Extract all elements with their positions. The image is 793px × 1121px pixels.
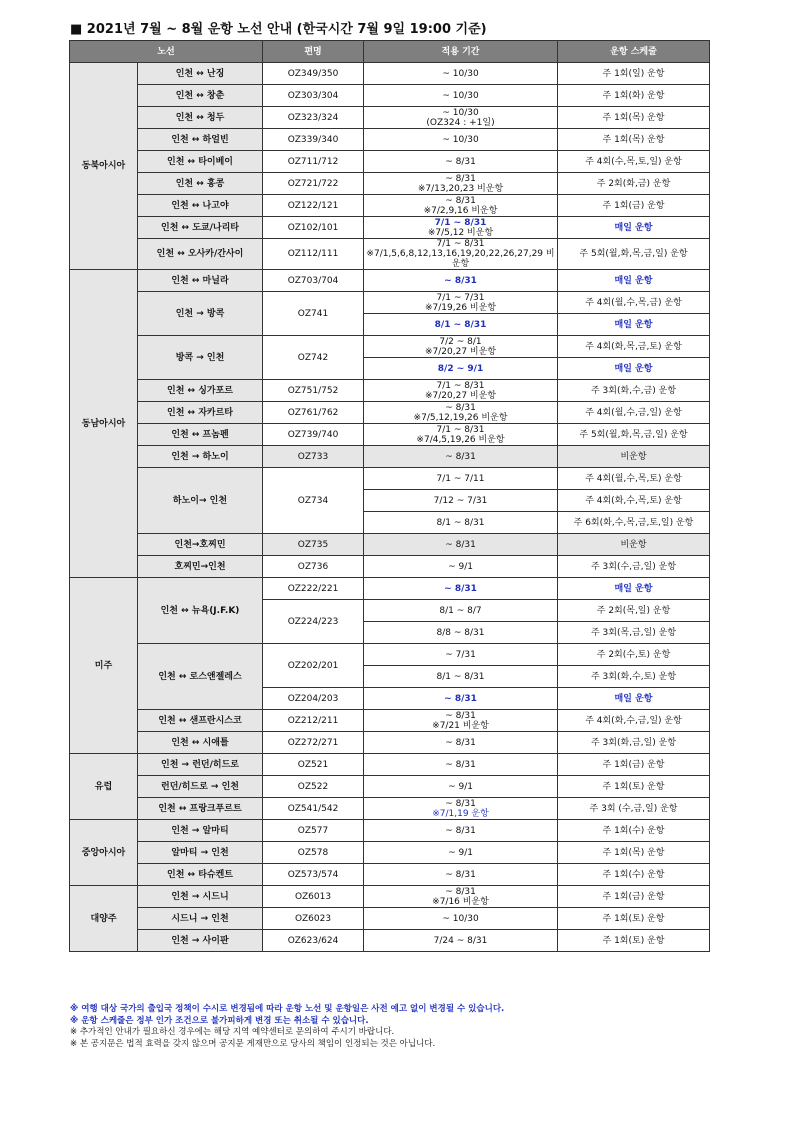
period-cell	[364, 107, 558, 129]
flight-number-cell: OZ577	[263, 820, 364, 842]
period-line: ~ 8/31	[445, 886, 476, 897]
period-line: 7/1 ~ 8/31	[434, 217, 487, 228]
period-cell	[364, 129, 558, 151]
footnote: ※ 추가적인 안내가 필요하신 경우에는 해당 지역 예약센터로 문의하여 주시기 바랍니다.	[70, 1027, 395, 1037]
schedule-cell	[558, 85, 710, 107]
table-row	[70, 798, 710, 820]
table-row	[70, 195, 710, 217]
route-cell: 인천 ↔ 홍콩	[138, 173, 263, 195]
schedule-text: 주 2회(화,금) 운항	[596, 178, 671, 189]
schedule-text: 주 4회(월,수,목,토) 운항	[585, 473, 682, 484]
schedule-cell	[558, 402, 710, 424]
schedule-text: 비운항	[620, 539, 647, 550]
table-row	[70, 217, 710, 239]
period-line: ~ 8/31	[444, 583, 477, 594]
schedule-cell	[558, 63, 710, 85]
schedule-text: 주 5회(월,화,목,금,일) 운항	[579, 429, 688, 440]
route-cell: 방콕 → 인천	[138, 336, 263, 380]
period-cell	[364, 468, 558, 490]
period-cell	[364, 446, 558, 468]
route-cell: 인천 ↔ 타슈켄트	[138, 864, 263, 886]
schedule-text: 매일 운항	[614, 319, 653, 330]
schedule-text: 주 1회(토) 운항	[602, 935, 665, 946]
period-line: ~ 9/1	[448, 561, 473, 572]
table-row	[70, 292, 710, 314]
schedule-text: 주 1회(토) 운항	[602, 781, 665, 792]
flight-number-cell: OZ521	[263, 754, 364, 776]
flight-number-cell: OZ703/704	[263, 270, 364, 292]
flight-number-cell: OZ202/201	[263, 644, 364, 688]
flight-number-cell: OZ733	[263, 446, 364, 468]
header-schedule: 운항 스케줄	[558, 41, 710, 63]
period-cell	[364, 512, 558, 534]
period-line: ~ 8/31	[445, 156, 476, 167]
table-row	[70, 129, 710, 151]
route-cell: 인천 ↔ 창춘	[138, 85, 263, 107]
period-line: 7/2 ~ 8/1	[439, 336, 482, 347]
region-cell: 동남아시아	[70, 270, 138, 578]
header-flight: 편명	[263, 41, 364, 63]
period-line: ※7/13,20,23 비운항	[417, 183, 504, 194]
period-line: ~ 10/30	[442, 90, 479, 101]
schedule-text: 주 4회(월,수,금,일) 운항	[585, 407, 682, 418]
header-period: 적용 기간	[364, 41, 558, 63]
route-cell: 시드니 → 인천	[138, 908, 263, 930]
table-row	[70, 820, 710, 842]
route-cell: 인천 → 사이판	[138, 930, 263, 952]
schedule-cell	[558, 468, 710, 490]
period-line: 8/1 ~ 8/31	[436, 671, 485, 682]
header-route: 노선	[70, 41, 263, 63]
schedule-cell	[558, 270, 710, 292]
route-cell: 인천 ↔ 오사카/간사이	[138, 239, 263, 270]
schedule-text: 주 1회(수) 운항	[602, 825, 665, 836]
schedule-text: 주 3회(화,금,일) 운항	[590, 737, 677, 748]
schedule-text: 주 5회(월,화,목,금,일) 운항	[579, 249, 688, 259]
table-row	[70, 754, 710, 776]
flight-number-cell: OZ102/101	[263, 217, 364, 239]
flight-number-cell: OZ742	[263, 336, 364, 380]
period-cell	[364, 864, 558, 886]
schedule-cell	[558, 754, 710, 776]
flight-number-cell: OZ204/203	[263, 688, 364, 710]
schedule-text: 주 1회(목) 운항	[602, 847, 665, 858]
schedule-cell	[558, 336, 710, 358]
schedule-text: 주 1회(금) 운항	[602, 891, 665, 902]
route-cell: 호찌민→인천	[138, 556, 263, 578]
period-cell	[364, 336, 558, 358]
table-body	[70, 63, 710, 952]
period-line: ~ 8/31	[445, 539, 476, 550]
period-line: ※7/1,5,6,8,12,13,16,19,20,22,26,27,29 비운항	[366, 249, 555, 269]
schedule-text: 주 4회(월,수,목,금) 운항	[585, 297, 682, 308]
schedule-cell	[558, 512, 710, 534]
period-cell	[364, 173, 558, 195]
schedule-text: 주 3회(수,금,일) 운항	[590, 561, 677, 572]
period-cell	[364, 754, 558, 776]
flight-number-cell: OZ349/350	[263, 63, 364, 85]
table-row	[70, 842, 710, 864]
table-row	[70, 930, 710, 952]
period-line: ~ 8/31	[444, 275, 477, 286]
period-cell	[364, 151, 558, 173]
flight-number-cell: OZ573/574	[263, 864, 364, 886]
table-row	[70, 402, 710, 424]
period-line: 7/1 ~ 8/31	[436, 380, 485, 391]
schedule-text: 주 1회(수) 운항	[602, 869, 665, 880]
route-cell: 인천 ↔ 나고야	[138, 195, 263, 217]
period-line: 8/2 ~ 9/1	[437, 363, 484, 374]
schedule-text: 주 3회 (수,금,일) 운항	[589, 803, 678, 814]
route-cell: 인천 → 알마티	[138, 820, 263, 842]
flight-number-cell: OZ751/752	[263, 380, 364, 402]
period-cell	[364, 776, 558, 798]
flight-number-cell: OZ6023	[263, 908, 364, 930]
period-line: ~ 8/31	[445, 798, 476, 809]
period-line: 7/1 ~ 7/11	[436, 473, 485, 484]
period-line: 8/1 ~ 8/31	[436, 517, 485, 528]
flight-number-cell: OZ721/722	[263, 173, 364, 195]
table-row	[70, 424, 710, 446]
table-row	[70, 534, 710, 556]
route-cell: 인천 → 방콕	[138, 292, 263, 336]
flight-number-cell: OZ272/271	[263, 732, 364, 754]
period-line: ※7/16 비운항	[432, 896, 489, 907]
schedule-text: 주 1회(화) 운항	[602, 90, 665, 101]
period-line: ~ 8/31	[445, 195, 476, 206]
region-cell: 동북아시아	[70, 63, 138, 270]
schedule-cell	[558, 195, 710, 217]
footnote: ※ 여행 대상 국가의 출입국 정책이 수시로 변경됨에 따라 운항 노선 및 운항일은 사전 예고 없이 변경될 수 있습니다.	[70, 1004, 505, 1014]
table-row	[70, 107, 710, 129]
schedule-cell	[558, 534, 710, 556]
schedule-cell	[558, 732, 710, 754]
period-cell	[364, 534, 558, 556]
period-line: ~ 7/31	[445, 649, 476, 660]
schedule-cell	[558, 842, 710, 864]
period-line: 8/8 ~ 8/31	[436, 627, 485, 638]
period-line: ~ 8/31	[445, 737, 476, 748]
flight-number-cell: OZ761/762	[263, 402, 364, 424]
table-row	[70, 63, 710, 85]
flight-number-cell: OZ339/340	[263, 129, 364, 151]
flight-number-cell: OZ222/221	[263, 578, 364, 600]
period-line: 8/1 ~ 8/7	[439, 605, 482, 616]
schedule-text: 주 1회(목) 운항	[602, 134, 665, 145]
period-line: 7/24 ~ 8/31	[433, 935, 488, 946]
route-cell: 인천 ↔ 프랑크푸르트	[138, 798, 263, 820]
schedule-text: 주 1회(금) 운항	[602, 759, 665, 770]
flight-number-cell: OZ741	[263, 292, 364, 336]
period-line: ~ 8/31	[445, 173, 476, 184]
period-line: ~ 8/31	[445, 451, 476, 462]
region-cell: 대양주	[70, 886, 138, 952]
flight-number-cell: OZ212/211	[263, 710, 364, 732]
period-line: 7/1 ~ 7/31	[436, 292, 485, 303]
period-line: ※7/4,5,19,26 비운항	[416, 434, 505, 445]
period-cell	[364, 195, 558, 217]
period-cell	[364, 85, 558, 107]
table-row	[70, 732, 710, 754]
flight-number-cell: OZ303/304	[263, 85, 364, 107]
schedule-cell	[558, 798, 710, 820]
period-line: 8/1 ~ 8/31	[434, 319, 487, 330]
schedule-cell	[558, 600, 710, 622]
period-line: ~ 8/31	[444, 693, 477, 704]
schedule-cell	[558, 151, 710, 173]
schedule-text: 매일 운항	[614, 222, 653, 233]
schedule-text: 주 2회(목,일) 운항	[596, 605, 671, 616]
footnote: ※ 본 공지문은 법적 효력을 갖지 않으며 공지문 게재만으로 당사의 책임이 인정되는 것은 아닙니다.	[70, 1038, 436, 1049]
period-cell	[364, 688, 558, 710]
table-row	[70, 270, 710, 292]
period-cell	[364, 270, 558, 292]
schedule-text: 주 4회(화,수,금,일) 운항	[585, 715, 682, 726]
route-cell: 인천 ↔ 난징	[138, 63, 263, 85]
period-cell	[364, 622, 558, 644]
period-line: ~ 8/31	[445, 710, 476, 721]
route-cell: 알마티 → 인천	[138, 842, 263, 864]
table-row	[70, 864, 710, 886]
route-cell: 인천 ↔ 싱가포르	[138, 380, 263, 402]
schedule-text: 주 4회(화,수,목,토) 운항	[585, 495, 682, 506]
flight-number-cell: OZ6013	[263, 886, 364, 908]
period-line: ※7/19,26 비운항	[425, 302, 497, 313]
table-row	[70, 776, 710, 798]
schedule-cell	[558, 710, 710, 732]
schedule-cell	[558, 820, 710, 842]
schedule-cell	[558, 239, 710, 270]
table-row	[70, 468, 710, 490]
flight-number-cell: OZ735	[263, 534, 364, 556]
period-line: ~ 8/31	[445, 402, 476, 413]
schedule-text: 주 1회(토) 운항	[602, 913, 665, 924]
period-line: ※7/21 비운항	[432, 720, 489, 731]
region-cell: 중앙아시아	[70, 820, 138, 886]
route-cell: 인천 ↔ 뉴욕(J.F.K)	[138, 578, 263, 644]
table-row	[70, 380, 710, 402]
route-cell: 인천 ↔ 로스앤젤레스	[138, 644, 263, 710]
route-cell: 인천 ↔ 프놈펜	[138, 424, 263, 446]
schedule-text: 비운항	[620, 451, 647, 462]
flight-number-cell: OZ122/121	[263, 195, 364, 217]
period-cell	[364, 886, 558, 908]
schedule-cell	[558, 688, 710, 710]
flight-number-cell: OZ578	[263, 842, 364, 864]
period-line: ~ 8/31	[445, 759, 476, 770]
flight-number-cell: OZ224/223	[263, 600, 364, 644]
flight-number-cell: OZ522	[263, 776, 364, 798]
route-cell: 인천 ↔ 자카르타	[138, 402, 263, 424]
schedule-text: 주 3회(화,수,토) 운항	[590, 671, 677, 682]
flight-number-cell: OZ323/324	[263, 107, 364, 129]
schedule-cell	[558, 578, 710, 600]
period-cell	[364, 798, 558, 820]
schedule-text: 매일 운항	[614, 583, 653, 594]
period-line: ~ 10/30	[442, 134, 479, 145]
table-row	[70, 556, 710, 578]
period-line: ※7/20,27 비운항	[425, 346, 497, 357]
schedule-cell	[558, 129, 710, 151]
period-line: ~ 8/31	[445, 825, 476, 836]
schedule-cell	[558, 776, 710, 798]
schedule-cell	[558, 622, 710, 644]
period-cell	[364, 842, 558, 864]
table-row	[70, 446, 710, 468]
period-note: ※7/5,12 비운항	[427, 227, 494, 238]
table-header-row	[70, 41, 710, 63]
schedule-cell	[558, 908, 710, 930]
table-row	[70, 578, 710, 600]
schedule-cell	[558, 173, 710, 195]
period-cell	[364, 732, 558, 754]
flight-number-cell: OZ736	[263, 556, 364, 578]
table-row	[70, 173, 710, 195]
schedule-cell	[558, 930, 710, 952]
footnotes	[70, 1004, 504, 1050]
schedule-cell	[558, 446, 710, 468]
table-row	[70, 85, 710, 107]
period-note: ※7/1,19 운항	[432, 808, 489, 819]
period-cell	[364, 600, 558, 622]
table-row	[70, 710, 710, 732]
period-cell	[364, 239, 558, 270]
period-cell	[364, 380, 558, 402]
period-cell	[364, 644, 558, 666]
route-cell: 인천 ↔ 하얼빈	[138, 129, 263, 151]
schedule-cell	[558, 490, 710, 512]
schedule-text: 매일 운항	[614, 363, 653, 374]
schedule-text: 주 1회(목) 운항	[602, 112, 665, 123]
schedule-text: 주 2회(수,토) 운항	[596, 649, 671, 660]
route-cell: 인천 ↔ 시애틀	[138, 732, 263, 754]
period-line: ~ 10/30	[442, 913, 479, 924]
flight-number-cell: OZ623/624	[263, 930, 364, 952]
schedule-cell	[558, 666, 710, 688]
period-cell	[364, 402, 558, 424]
schedule-cell	[558, 292, 710, 314]
period-line: ~ 8/31	[445, 869, 476, 880]
schedule-cell	[558, 380, 710, 402]
period-line: ~ 9/1	[448, 847, 473, 858]
period-line: ~ 10/30	[442, 68, 479, 79]
schedule-cell	[558, 886, 710, 908]
period-line: ※7/5,12,19,26 비운항	[413, 412, 508, 423]
flight-number-cell: OZ112/111	[263, 239, 364, 270]
footnote: ※ 운항 스케줄은 정부 인가 조건으로 불가피하게 변경 또는 취소될 수 있습니다.	[70, 1015, 369, 1026]
period-cell	[364, 292, 558, 314]
schedule-text: 매일 운항	[614, 693, 653, 704]
schedule-cell	[558, 644, 710, 666]
route-cell: 하노이→ 인천	[138, 468, 263, 534]
period-line: ※7/2,9,16 비운항	[423, 205, 498, 216]
period-cell	[364, 820, 558, 842]
period-line: 7/1 ~ 8/31	[436, 424, 485, 435]
schedule-cell	[558, 314, 710, 336]
route-cell: 런던/히드로 → 인천	[138, 776, 263, 798]
period-cell	[364, 424, 558, 446]
table-row	[70, 336, 710, 358]
table-row	[70, 644, 710, 666]
period-line: ~ 9/1	[448, 781, 473, 792]
period-line: (OZ324 : +1일)	[426, 117, 495, 128]
schedule-cell	[558, 864, 710, 886]
page-title: ■ 2021년 7월 ~ 8월 운항 노선 안내 (한국시간 7월 9일 19:00 기준)	[70, 22, 487, 37]
schedule-text: 주 6회(화,수,목,금,토,일) 운항	[573, 517, 694, 528]
schedule-cell	[558, 556, 710, 578]
schedule-text: 주 1회(일) 운항	[602, 68, 665, 79]
period-cell	[364, 556, 558, 578]
period-cell	[364, 314, 558, 336]
table-row	[70, 151, 710, 173]
schedule-text: 주 4회(화,목,금,토) 운항	[585, 341, 682, 352]
schedule-text: 주 4회(수,목,토,일) 운항	[585, 156, 682, 167]
period-cell	[364, 666, 558, 688]
period-line: 7/12 ~ 7/31	[433, 495, 488, 506]
period-line: ※7/20,27 비운항	[425, 390, 497, 401]
period-cell	[364, 578, 558, 600]
table-row	[70, 886, 710, 908]
flight-number-cell: OZ734	[263, 468, 364, 534]
route-cell: 인천→호찌민	[138, 534, 263, 556]
period-cell	[364, 908, 558, 930]
schedule-cell	[558, 217, 710, 239]
route-cell: 인천 ↔ 샌프란시스코	[138, 710, 263, 732]
flight-number-cell: OZ711/712	[263, 151, 364, 173]
route-cell: 인천 ↔ 도쿄/나리타	[138, 217, 263, 239]
route-cell: 인천 → 런던/히드로	[138, 754, 263, 776]
route-cell: 인천 → 시드니	[138, 886, 263, 908]
period-line: ~ 10/30	[442, 107, 479, 118]
period-cell	[364, 217, 558, 239]
period-line: 7/1 ~ 8/31	[436, 239, 485, 249]
region-cell: 미주	[70, 578, 138, 754]
flight-number-cell: OZ739/740	[263, 424, 364, 446]
schedule-cell	[558, 107, 710, 129]
period-cell	[364, 358, 558, 380]
period-cell	[364, 490, 558, 512]
period-cell	[364, 710, 558, 732]
flight-number-cell: OZ541/542	[263, 798, 364, 820]
schedule-cell	[558, 424, 710, 446]
route-cell: 인천 ↔ 청두	[138, 107, 263, 129]
schedule-text: 매일 운항	[614, 275, 653, 286]
route-cell: 인천 ↔ 마닐라	[138, 270, 263, 292]
route-cell: 인천 ↔ 타이베이	[138, 151, 263, 173]
schedule-cell	[558, 358, 710, 380]
route-cell: 인천 → 하노이	[138, 446, 263, 468]
period-cell	[364, 930, 558, 952]
schedule-text: 주 3회(화,수,금) 운항	[590, 385, 677, 396]
region-cell: 유럽	[70, 754, 138, 820]
table-row	[70, 908, 710, 930]
schedule-text: 주 3회(목,금,일) 운항	[590, 627, 677, 638]
period-cell	[364, 63, 558, 85]
flight-schedule-table	[69, 40, 710, 952]
schedule-text: 주 1회(금) 운항	[602, 200, 665, 211]
table-row	[70, 239, 710, 270]
